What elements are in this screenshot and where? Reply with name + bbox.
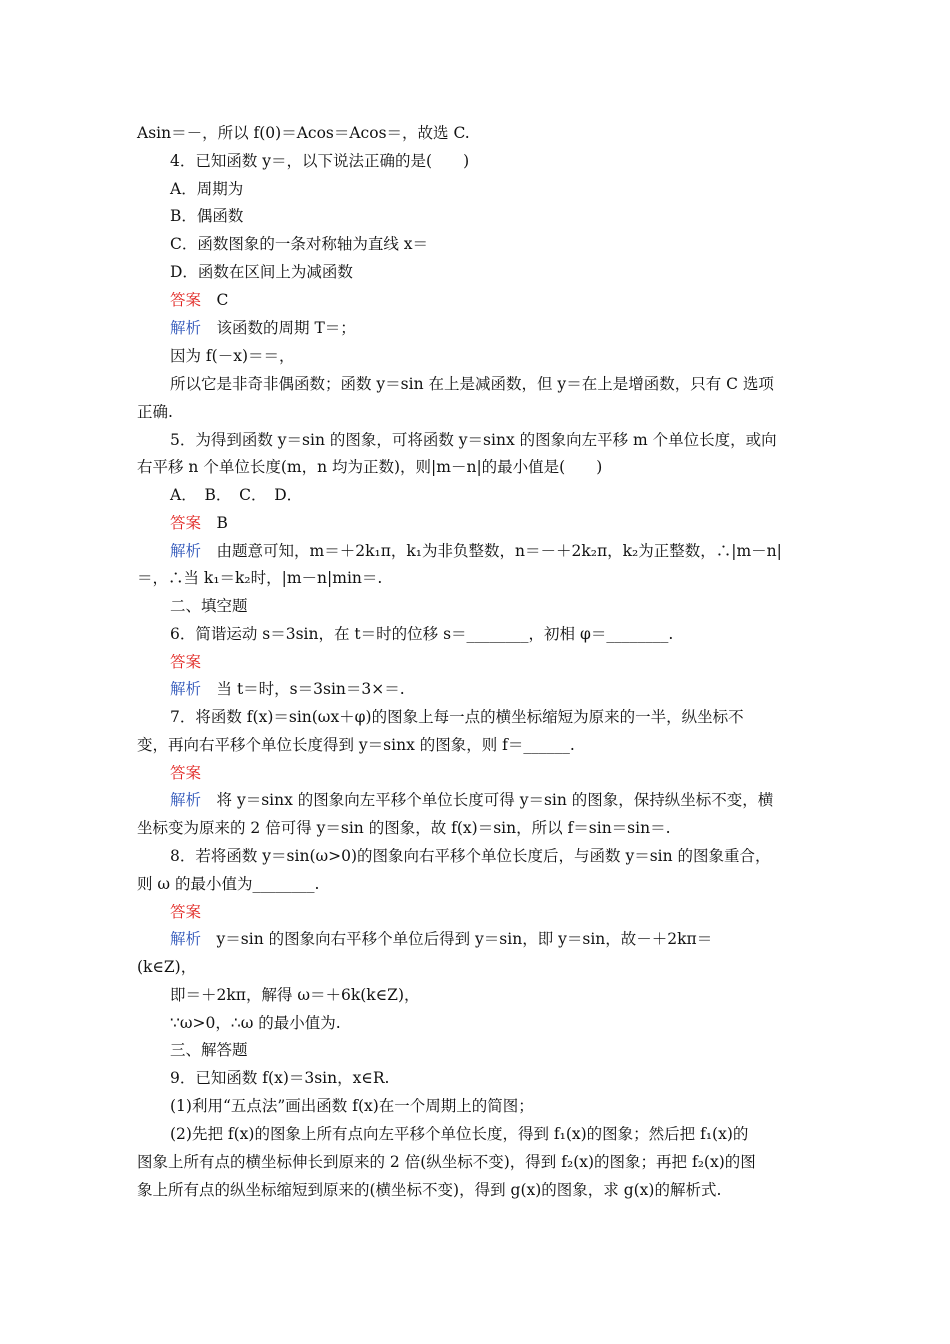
- analysis-line: [170, 679, 405, 699]
- text-line: 图象上所有点的横坐标伸长到原来的 2 倍(纵坐标不变)，得到 f₂(x)的图象；再把 f₂(x)的图: [137, 1153, 756, 1171]
- text-line: 右平移 n 个单位长度(m，n 均为正数)，则|m－n|的最小值是( ): [137, 458, 603, 476]
- analysis-text: 将 y＝sinx 的图象向左平移个单位长度可得 y＝sin 的图象，保持纵坐标不变，横: [216, 791, 774, 809]
- text-line: 所以它是非奇非偶函数；函数 y＝sin 在上是减函数，但 y＝在上是增函数，只有 C 选项: [170, 375, 774, 393]
- analysis-label: 解析: [170, 791, 202, 809]
- answer-value: B: [216, 514, 228, 532]
- answer-line: [170, 652, 201, 672]
- answer-label: 答案: [170, 514, 202, 532]
- analysis-label: 解析: [170, 930, 202, 948]
- question-7: 7．将函数 f(x)＝sin(ωx＋φ)的图象上每一点的横坐标缩短为原来的一半，纵坐标不: [170, 708, 744, 726]
- question-5: 5．为得到函数 y＝sin 的图象，可将函数 y＝sinx 的图象向左平移 m 个单位长度，或向: [170, 431, 777, 449]
- analysis-line: [170, 318, 356, 338]
- section-heading: 三、解答题: [170, 1041, 248, 1059]
- analysis-line: [170, 541, 782, 561]
- answer-line: [170, 763, 201, 783]
- answer-line: [170, 902, 201, 922]
- text-line: 变，再向右平移个单位长度得到 y＝sinx 的图象，则 f＝______.: [137, 736, 575, 754]
- option-d: D．函数在区间上为减函数: [170, 263, 353, 281]
- text-line: 象上所有点的纵坐标缩短到原来的(横坐标不变)，得到 g(x)的图象，求 g(x)的解析式.: [137, 1181, 722, 1199]
- answer-label: 答案: [170, 653, 202, 671]
- answer-label: 答案: [170, 291, 202, 309]
- text-line: 即＝＋2kπ，解得 ω＝＋6k(k∈Z)，: [170, 986, 420, 1004]
- question-6: 6．简谐运动 s＝3sin，在 t＝时的位移 s＝________，初相 φ＝________.: [170, 625, 674, 643]
- section-heading: 二、填空题: [170, 597, 248, 615]
- text-line: 坐标变为原来的 2 倍可得 y＝sin 的图象，故 f(x)＝sin，所以 f＝sin＝sin＝.: [137, 819, 671, 837]
- answer-value: C: [216, 291, 229, 309]
- analysis-label: 解析: [170, 680, 202, 698]
- text-line: (k∈Z)，: [137, 958, 197, 976]
- question-8: 8．若将函数 y＝sin(ω>0)的图象向右平移个单位长度后，与函数 y＝sin 的图象重合，: [170, 847, 771, 865]
- question-9: 9．已知函数 f(x)＝3sin，x∈R.: [170, 1069, 390, 1087]
- analysis-text: 由题意可知，m＝＋2k₁π，k₁为非负整数，n＝－＋2k₂π，k₂为正整数，∴|m－n|: [216, 542, 782, 560]
- analysis-label: 解析: [170, 542, 202, 560]
- question-4: 4．已知函数 y＝，以下说法正确的是( ): [170, 152, 470, 170]
- analysis-text: 该函数的周期 T＝；: [216, 319, 356, 337]
- analysis-line: [170, 790, 773, 810]
- text-line: 因为 f(－x)＝＝，: [170, 347, 295, 365]
- answer-label: 答案: [170, 903, 202, 921]
- text-line: ＝，∴当 k₁＝k₂时，|m－n|min＝.: [137, 569, 383, 587]
- option-c: C．函数图象的一条对称轴为直线 x＝: [170, 235, 429, 253]
- analysis-label: 解析: [170, 319, 202, 337]
- text-line: ∵ω>0，∴ω 的最小值为.: [170, 1014, 341, 1032]
- answer-line: [170, 290, 228, 310]
- sub-question-1: (1)利用“五点法”画出函数 f(x)在一个周期上的简图；: [170, 1097, 534, 1115]
- answer-label: 答案: [170, 764, 202, 782]
- answer-line: [170, 513, 228, 533]
- analysis-text: 当 t＝时，s＝3sin＝3×＝.: [216, 680, 405, 698]
- text-line: Asin＝－，所以 f(0)＝Acos＝Acos＝，故选 C.: [137, 124, 470, 142]
- text-line: 则 ω 的最小值为________.: [137, 875, 320, 893]
- option-b: B．偶函数: [170, 207, 244, 225]
- analysis-text: y＝sin 的图象向右平移个单位后得到 y＝sin，即 y＝sin，故－＋2kπ＝: [216, 930, 713, 948]
- options-line: A． B． C． D．: [170, 486, 303, 504]
- sub-question-2: (2)先把 f(x)的图象上所有点向左平移个单位长度，得到 f₁(x)的图象；然后把 f₁(x)的: [170, 1125, 749, 1143]
- option-a: A．周期为: [170, 180, 244, 198]
- analysis-line: [170, 929, 712, 949]
- text-line: 正确.: [137, 403, 173, 421]
